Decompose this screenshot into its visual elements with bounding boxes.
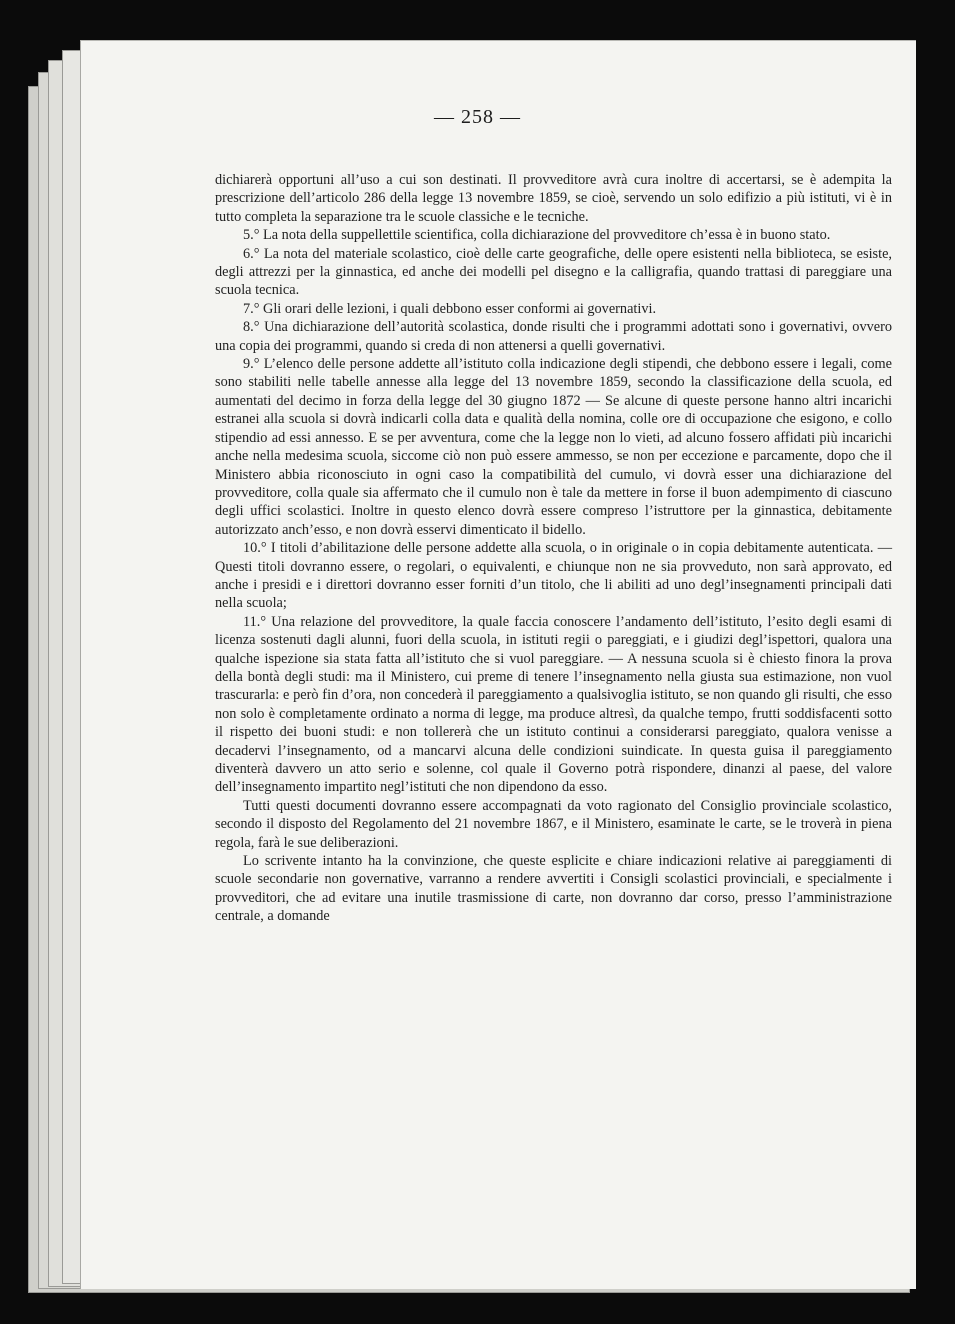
paragraph: Lo scrivente intanto ha la convinzione, che queste esplicite e chiare indicazioni relative ai pareggiamenti di scuole secondarie non governative, varranno a rendere avvertiti i Consigli scolastici provinciali, e specialmente i provveditori, che ad evitare una inutile trasmissione di carte, non dovranno dar corso, presso l’amministrazione centrale, a domande [215,853,892,925]
paragraph: dichiarerà opportuni all’uso a cui son destinati. Il provveditore avrà cura inoltre di accertarsi, se è adempita la prescrizione dell’articolo 286 della legge 13 novembre 1859, se cioè, servendo un solo edifizio a più istituti, vi è in tutto completa la separazione tra le scuole classiche e le tecniche. [215,172,892,225]
paragraph: 6.° La nota del materiale scolastico, cioè delle carte geografiche, delle opere esistenti nella biblioteca, se esiste, degli attrezzi per la ginnastica, ed anche dei modelli pel disegno e la calligrafia, quando trattasi di pareggiare una scuola tecnica. [215,245,892,299]
paragraph: 8.° Una dichiarazione dell’autorità scolastica, donde risulti che i programmi adottati sono i governativi, ovvero una copia dei programmi, quando si creda di non attenersi a quelli governativi. [215,319,892,354]
paragraph: 7.° Gli orari delle lezioni, i quali debbono esser conformi ai governativi. [243,300,657,317]
paragraph: 9.° L’elenco delle persone addette all’istituto colla indicazione degli stipendi, che debbono essere i legali, come sono stabiliti nelle tabelle annesse alla legge del 13 novembre 1859, secondo la classificazione della scuola, ed aumentati del decimo in forza della legge del 30 giugno 1872 — Se alcune di queste persone hanno altri incarichi estranei alla scuola si dovrà indicarli colla data e qualità della nomina, colle ore di occupazione che esigono, e collo stipendio ad essi annesso. E se per avventura, come che la legge non lo vieti, ad alcuno fossero affidati più incarichi anche nella medesima scuola, siccome ciò non può essere ammesso, se non per eccezione e parcamente, dopo che il Ministero abbia riconosciuto in ogni caso la compatibilità del cumulo, vi dovrà esser una dichiarazione del provveditore, colla quale sia affermato che il cumulo non è tale da mettere in forse il buon adempimento di ciascuno degli uffici scolastici. Inoltre in questo elenco dovrà essere compreso l’istruttore per la ginnastica, debitamente autorizzato anch’esso, e non dovrà esservi dimenticato il bidello. [215,356,892,538]
paragraph: 11.° Una relazione del provveditore, la quale faccia conoscere l’andamento dell’istituto, l’esito degli esami di licenza sostenuti dagli alunni, fuori della scuola, in istituti regii o pareggiati, e i giudizi degl’ispettori, qualora una qualche ispezione sia stata fatta all’istituto che si vuol pareggiare. — A nessuna scuola si è chiesto finora la prova della bontà degli studi: ma il Ministero, cui preme di tenere l’insegnamento nella giusta sua estimazione, non vuol trascurarla: e però fin d’ora, non concederà il pareggiamento a qualsivoglia istituto, se non quando gli risulti, che esso non solo è completamente ordinato a norma di legge, ma produce altresì, da qualche tempo, frutti soddisfacenti sotto il rispetto dei buoni studi: e non tollererà che un istituto continui a considerarsi pareggiato, qualora venisse a decadervi l’insegnamento, od a mancarvi alcuna delle condizioni suindicate. In questa guisa il pareggiamento diventerà davvero un atto serio e solenne, col quale il Governo potrà rispondere, dinanzi al paese, del valore dell’insegnamento impartito negl’istituti che non dipendono da esso. [215,613,892,796]
paragraph: 10.° I titoli d’abilitazione delle persone addette alla scuola, o in originale o in copia debitamente autenticata. — Questi titoli dovranno essere, o regolari, o equivalenti, e chiunque non ne sia provveduto, non sarà approvato, ed anche i presidi e i direttori dovranno esser forniti d’un titolo, che li abiliti ad uno degl’insegnamenti principali dati nella scuola; [215,540,892,612]
page-number: — 258 — [434,106,521,128]
paragraph: 5.° La nota della suppellettile scientifica, colla dichiarazione del provveditore ch’essa è in buono stato. [243,227,831,244]
body-text [215,171,892,926]
paragraph: Tutti questi documenti dovranno essere accompagnati da voto ragionato del Consiglio provinciale scolastico, secondo il disposto del Regolamento del 21 novembre 1867, e il Ministero, esaminate le carte, se le troverà in piena regola, farà le sue deliberazioni. [215,797,892,851]
